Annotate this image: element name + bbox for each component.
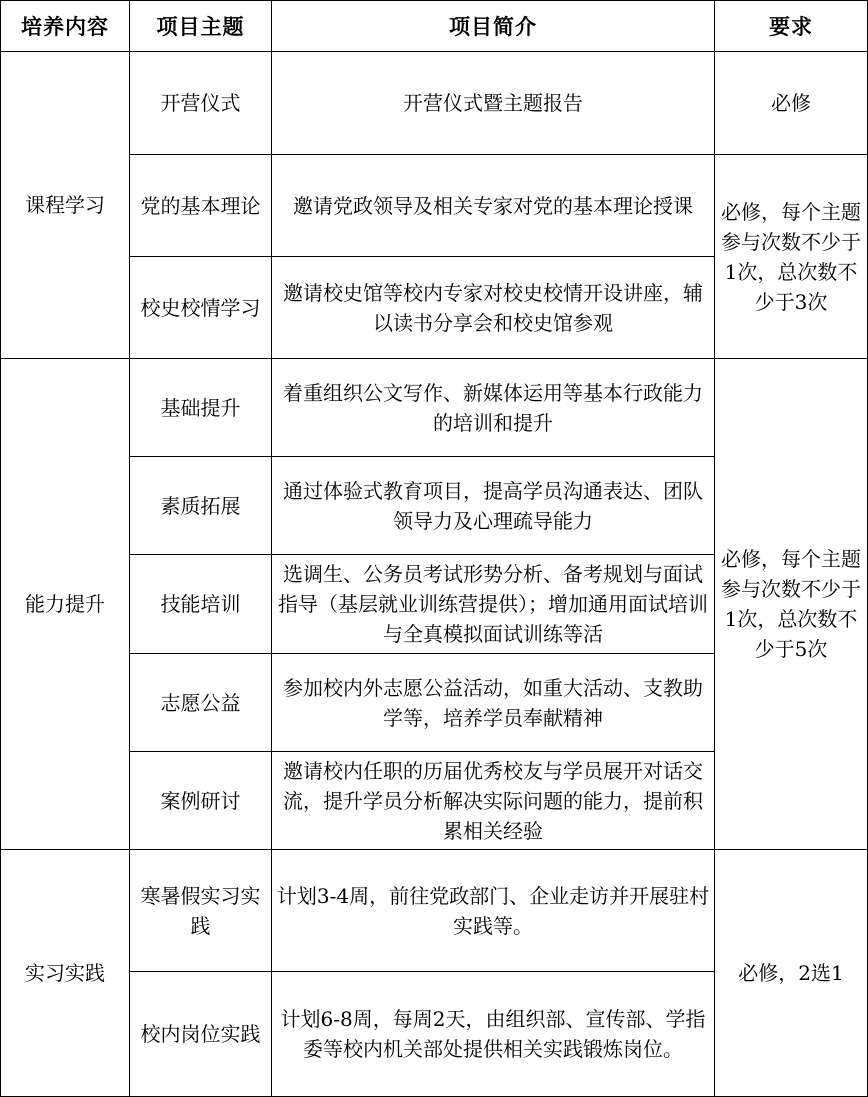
topic-cell: 校史校情学习 [130, 257, 272, 359]
requirement-cell: 必修 [715, 52, 868, 155]
table-row [1, 155, 868, 257]
requirement-cell: 必修，2选1 [715, 850, 868, 1097]
requirement-cell: 必修，每个主题参与次数不少于1次，总次数不少于3次 [715, 155, 868, 359]
requirement-cell: 必修，每个主题参与次数不少于1次，总次数不少于5次 [715, 359, 868, 850]
topic-cell: 素质拓展 [130, 457, 272, 555]
header-row [1, 1, 868, 52]
topic-cell: 寒暑假实习实践 [130, 850, 272, 972]
intro-cell: 邀请校内任职的历届优秀校友与学员展开对话交流，提升学员分析解决实际问题的能力，提前积累相关经验 [272, 752, 715, 850]
table-row [1, 850, 868, 972]
topic-cell: 基础提升 [130, 359, 272, 457]
topic-cell: 校内岗位实践 [130, 972, 272, 1097]
topic-cell: 党的基本理论 [130, 155, 272, 257]
category-cell: 实习实践 [1, 850, 130, 1097]
category-cell: 能力提升 [1, 359, 130, 850]
header-topic: 项目主题 [130, 1, 272, 52]
intro-cell: 开营仪式暨主题报告 [272, 52, 715, 155]
intro-cell: 选调生、公务员考试形势分析、备考规划与面试指导（基层就业训练营提供）；增加通用面试培训与全真模拟面试训练等活 [272, 555, 715, 654]
table-row [1, 52, 868, 155]
intro-cell: 着重组织公文写作、新媒体运用等基本行政能力的培训和提升 [272, 359, 715, 457]
intro-cell: 邀请校史馆等校内专家对校史校情开设讲座，辅以读书分享会和校史馆参观 [272, 257, 715, 359]
table-row [1, 359, 868, 457]
header-requirement: 要求 [715, 1, 868, 52]
topic-cell: 志愿公益 [130, 654, 272, 752]
header-intro: 项目简介 [272, 1, 715, 52]
intro-cell: 邀请党政领导及相关专家对党的基本理论授课 [272, 155, 715, 257]
intro-cell: 参加校内外志愿公益活动，如重大活动、支教助学等，培养学员奉献精神 [272, 654, 715, 752]
category-cell: 课程学习 [1, 52, 130, 359]
header-category: 培养内容 [1, 1, 130, 52]
topic-cell: 案例研讨 [130, 752, 272, 850]
intro-cell: 通过体验式教育项目，提高学员沟通表达、团队领导力及心理疏导能力 [272, 457, 715, 555]
intro-cell: 计划3-4周，前往党政部门、企业走访并开展驻村实践等。 [272, 850, 715, 972]
topic-cell: 技能培训 [130, 555, 272, 654]
intro-cell: 计划6-8周，每周2天，由组织部、宣传部、学指委等校内机关部处提供相关实践锻炼岗位。 [272, 972, 715, 1097]
topic-cell: 开营仪式 [130, 52, 272, 155]
